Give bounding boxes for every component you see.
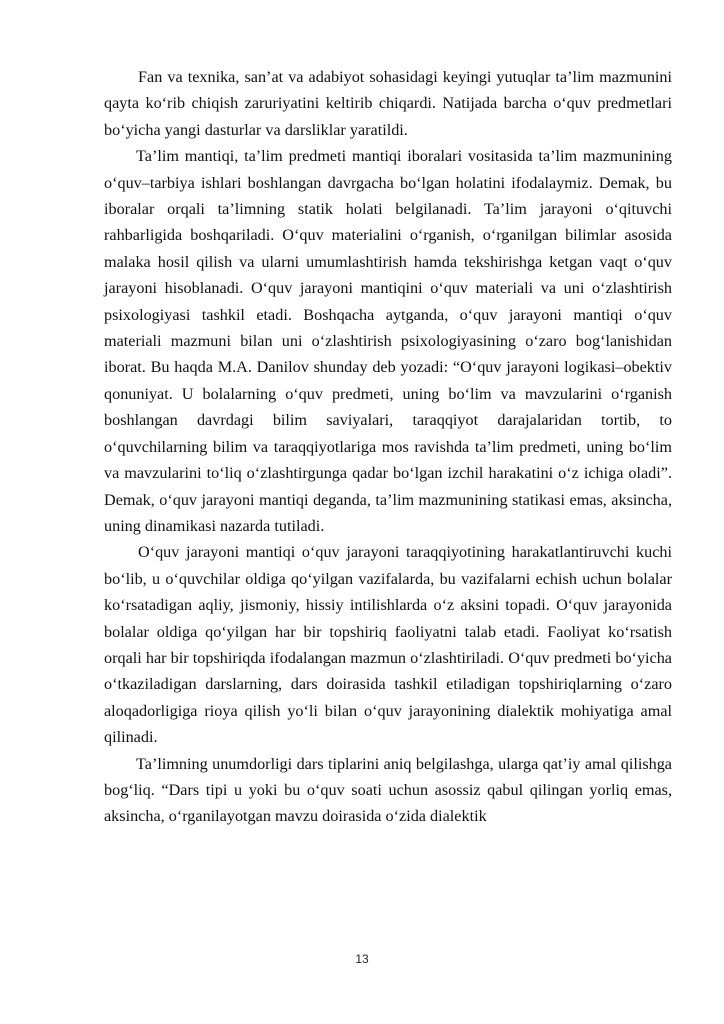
page-number: 13	[355, 952, 369, 966]
paragraph-1: Fan va texnika, san’at va adabiyot sohasidagi keyingi yutuqlar ta’lim mazmunini qayta ko‘rib chiqish zaruriyatini keltirib chiqardi. Natijada barcha o‘quv predmetlari bo‘yicha yangi dasturlar va darsliklar yaratildi.	[104, 68, 672, 139]
paragraph-2: Ta’lim mantiqi, ta’lim predmeti mantiqi iboralari vositasida ta’lim mazmunining o‘quv–tarbiya ishlari boshlangan davrgacha bo‘lgan holatini ifodalaymiz. Demak, bu iboralar orqali ta’limning statik holati belgilanadi. Ta’lim jarayoni o‘qituvchi rahbarligida boshqariladi. O‘quv materialini o‘rganish, o‘rganilgan bilimlar asosida malaka hosil qilish va ularni umumlashtirish hamda tekshirishga ketgan vaqt o‘quv jarayoni hisoblanadi. O‘quv jarayoni mantiqini o‘quv materiali va uni o‘zlashtirish psixologiyasi tashkil etadi. Boshqacha aytganda, o‘quv jarayoni mantiqi o‘quv materiali mazmuni bilan uni o‘zlashtirish psixologiyasining o‘zaro bog‘lanishidan iborat. Bu haqda M.A. Danilov shunday deb yozadi: “O‘quv jarayoni logikasi–obektiv qonuniyat. U bolalarning o‘quv predmeti, uning bo‘lim va mavzularini o‘rganish boshlangan davrdagi bilim saviyalari, taraqqiyot darajalaridan tortib, to o‘quvchilarning bilim va taraqqiyotlariga mos ravishda ta’lim predmeti, uning bo‘lim va mavzularini to‘liq o‘zlashtirgunga qadar bo‘lgan izchil harakatini o‘z ichiga oladi”. Demak, o‘quv jarayoni mantiqi deganda, ta’lim mazmunining statikasi emas, aksincha, uning dinamikasi nazarda tutiladi.	[104, 147, 672, 535]
paragraph-3: O‘quv jarayoni mantiqi o‘quv jarayoni taraqqiyotining harakatlantiruvchi kuchi bo‘lib, u o‘quvchilar oldiga qo‘yilgan vazifalarda, bu vazifalarni echish uchun bolalar ko‘rsatadigan aqliy, jismoniy, hissiy intilishlarda o‘z aksini topadi. O‘quv jarayonida bolalar oldiga qo‘yilgan har bir topshiriq faoliyatni talab etadi. Faoliyat ko‘rsatish orqali har bir topshiriqda ifodalangan mazmun o‘zlashtiriladi. O‘quv predmeti bo‘yicha o‘tkaziladigan darslarning, dars doirasida tashkil etiladigan topshiriqlarning o‘zaro aloqadorligiga rioya qilish yo‘li bilan o‘quv jarayonining dialektik mohiyatiga amal qilinadi.	[104, 543, 672, 747]
paragraph-4: Ta’limning unumdorligi dars tiplarini aniq belgilashga, ularga qat’iy amal qilishga bog‘liq. “Dars tipi u yoki bu o‘quv soati uchun asossiz qabul qilingan yorliq emas, aksincha, o‘rganilayotgan mavzu doirasida o‘zida dialektik	[104, 754, 672, 826]
document-page	[104, 64, 672, 830]
